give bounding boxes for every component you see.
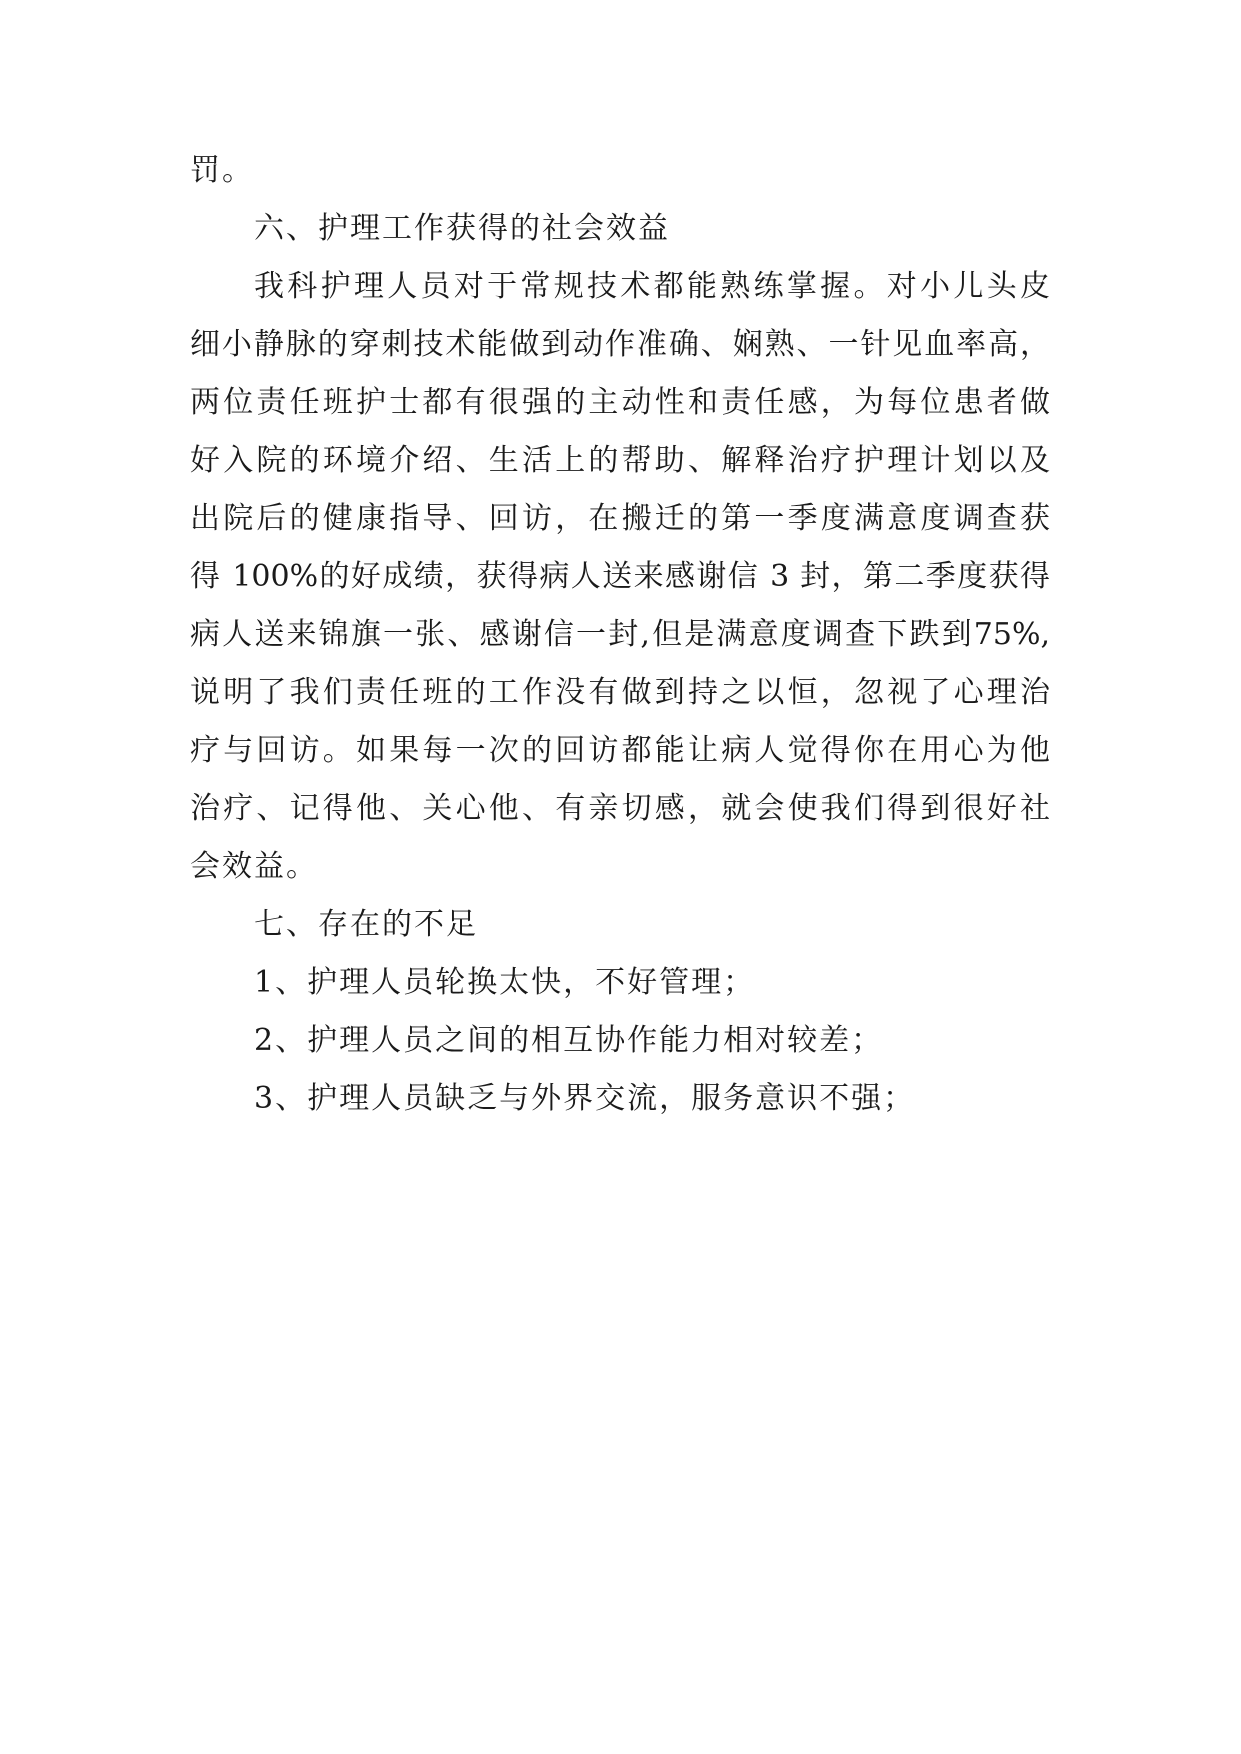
paragraph-line: 说明了我们责任班的工作没有做到持之以恒，忽视了心理治 xyxy=(190,675,1050,710)
paragraph-line: 病人送来锦旗一张、感谢信一封,但是满意度调查下跌到75%, xyxy=(190,617,1050,652)
paragraph-line: 治疗、记得他、关心他、有亲切感，就会使我们得到很好社 xyxy=(190,791,1050,826)
paragraph-line: 疗与回访。如果每一次的回访都能让病人觉得你在用心为他 xyxy=(190,733,1050,768)
list-item: 2、护理人员之间的相互协作能力相对较差； xyxy=(254,1023,884,1058)
list-item: 1、护理人员轮换太快，不好管理； xyxy=(254,965,756,1000)
section-heading: 六、护理工作获得的社会效益 xyxy=(254,211,670,246)
paragraph-line: 会效益。 xyxy=(190,849,318,884)
paragraph-line: 细小静脉的穿刺技术能做到动作准确、娴熟、一针见血率高， xyxy=(190,327,1050,362)
paragraph-line: 出院后的健康指导、回访，在搬迁的第一季度满意度调查获 xyxy=(190,501,1050,536)
paragraph-line: 两位责任班护士都有很强的主动性和责任感，为每位患者做 xyxy=(190,385,1050,420)
paragraph-line: 好入院的环境介绍、生活上的帮助、解释治疗护理计划以及 xyxy=(190,443,1050,478)
section-heading: 七、存在的不足 xyxy=(254,907,478,942)
paragraph-line: 得 100%的好成绩，获得病人送来感谢信 3 封，第二季度获得 xyxy=(190,559,1050,594)
list-item: 3、护理人员缺乏与外界交流，服务意识不强； xyxy=(254,1081,916,1116)
paragraph-line: 我科护理人员对于常规技术都能熟练掌握。对小儿头皮 xyxy=(254,269,1050,304)
paragraph-line: 罚。 xyxy=(190,153,254,188)
